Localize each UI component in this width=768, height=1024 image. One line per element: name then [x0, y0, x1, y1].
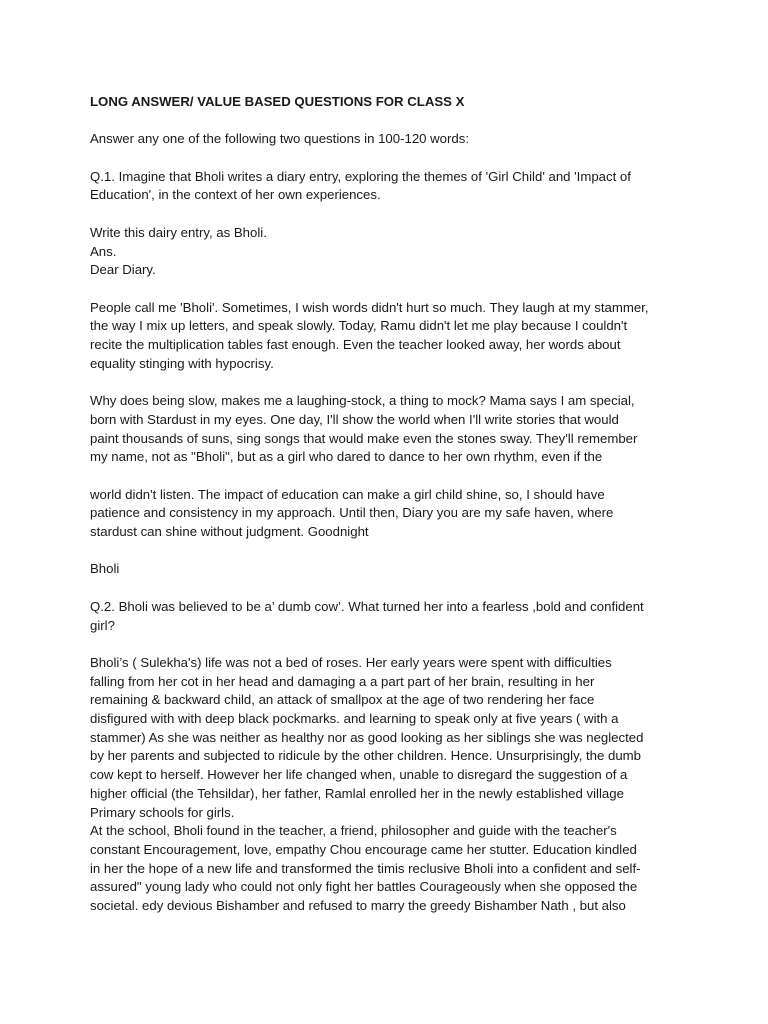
question-2	[90, 598, 680, 635]
diary-paragraph-line: born with Stardust in my eyes. One day, I'll show the world when I'll write stories that would	[90, 411, 619, 427]
diary-paragraph-line: paint thousands of suns, sing songs that would make even the stones sway. They'll remember	[90, 430, 638, 446]
diary-paragraph-line: equality stinging with hypocrisy.	[90, 355, 274, 371]
diary-paragraph-3	[90, 486, 680, 542]
diary-signature: Bholi	[90, 561, 120, 577]
diary-paragraph-line: recite the multiplication tables fast enough. Even the teacher looked away, her words about	[90, 337, 621, 353]
question-1-line: Education', in the context of her own experiences.	[90, 187, 381, 203]
answer-2-line: falling from her cot in her head and damaging a a part part of her brain, resulting in her	[90, 673, 595, 689]
diary-paragraph-2	[90, 392, 680, 467]
answer-2-paragraph	[90, 654, 680, 916]
answer-2-line: constant Encouragement, love, empathy Chou encourage came her stutter. Education kindled	[90, 841, 637, 857]
answer-2-line: in her the hope of a new life and transformed the timis reclusive Bholi into a confident and self-	[90, 860, 641, 876]
answer-2-line: societal. edy devious Bishamber and refused to marry the greedy Bishamber Nath , but also	[90, 898, 626, 914]
answer-2-line: stammer) As she was neither as healthy nor as good looking as her siblings she was neglected	[90, 729, 644, 745]
answer-2-line: Primary schools for girls.	[90, 804, 235, 820]
question-1-prompt: Write this dairy entry, as Bholi.	[90, 224, 267, 240]
diary-paragraph-line: patience and consistency in my approach. Until then, Diary you are my safe haven, where	[90, 505, 614, 521]
diary-paragraph-line: stardust can shine without judgment. Goodnight	[90, 524, 369, 540]
diary-paragraph-line: Why does being slow, makes me a laughing-stock, a thing to mock? Mama says I am special,	[90, 393, 635, 409]
answer-2-line: remaining & backward child, an attack of smallpox at the age of two rendering her face	[90, 692, 595, 708]
diary-paragraph-line: the way I mix up letters, and speak slowly. Today, Ramu didn't let me play because I couldn't	[90, 318, 628, 334]
question-2-line: girl?	[90, 617, 115, 633]
diary-paragraph-line: People call me 'Bholi'. Sometimes, I wish words didn't hurt so much. They laugh at my stammer,	[90, 299, 649, 315]
diary-paragraph-line: my name, not as "Bholi", but as a girl who dared to dance to her own rhythm, even if the	[90, 449, 603, 465]
answer-2-line: higher official (the Tehsildar), her father, Ramlal enrolled her in the newly established village	[90, 785, 624, 801]
diary-salutation: Dear Diary.	[90, 262, 156, 278]
answer-label: Ans.	[90, 243, 117, 259]
answer-2-line: Bholi’s ( Sulekha's) life was not a bed of roses. Her early years were spent with difficulties	[90, 654, 612, 670]
document-page	[90, 93, 680, 916]
diary-paragraph-line: world didn't listen. The impact of education can make a girl child shine, so, I should have	[90, 486, 605, 502]
question-2-line: Q.2. Bholi was believed to be a’ dumb cow’. What turned her into a fearless ,bold and confident	[90, 598, 644, 614]
question-1	[90, 168, 680, 205]
answer-2-line: At the school, Bholi found in the teacher, a friend, philosopher and guide with the teacher's	[90, 823, 617, 839]
document-heading: LONG ANSWER/ VALUE BASED QUESTIONS FOR CLASS X	[90, 94, 465, 109]
answer-2-line: by her parents and subjected to ridicule by the other children. Hence. Unsurprisingly, the dumb	[90, 748, 642, 764]
question-1-line: Q.1. Imagine that Bholi writes a diary entry, exploring the themes of 'Girl Child' and 'Impact of	[90, 168, 631, 184]
answer-2-line: assured" young lady who could not only fight her battles Courageously when she opposed the	[90, 879, 638, 895]
instruction-text: Answer any one of the following two questions in 100-120 words:	[90, 131, 469, 147]
answer-2-line: cow kept to herself. However her life changed when, unable to disregard the suggestion of a	[90, 767, 628, 783]
answer-2-line: disfigured with with deep black pockmarks. and learning to speak only at five years ( with a	[90, 711, 619, 727]
diary-paragraph-1	[90, 299, 680, 374]
